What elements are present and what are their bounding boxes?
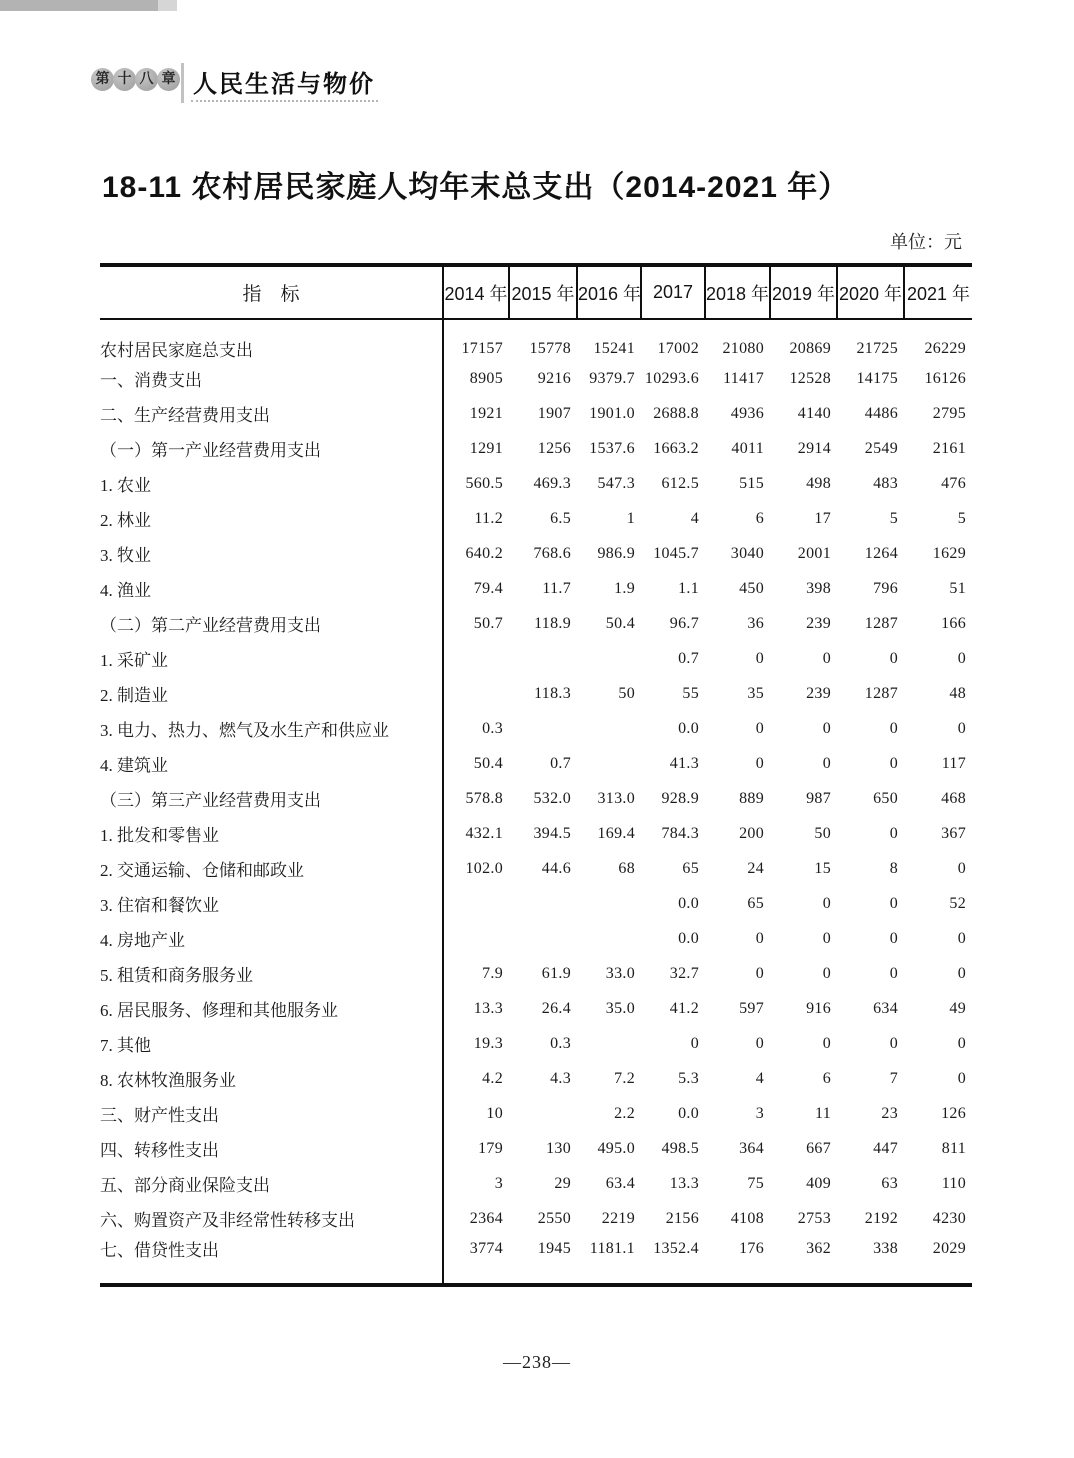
table-row bbox=[100, 746, 972, 781]
value-cell: 1901.0 bbox=[589, 404, 635, 422]
value-cell bbox=[577, 711, 641, 746]
value-cell: 50 bbox=[618, 684, 635, 702]
value-cell: 0 bbox=[690, 1034, 699, 1052]
table-row bbox=[100, 1131, 972, 1166]
value-cell: 179 bbox=[478, 1139, 503, 1157]
table-row bbox=[100, 851, 972, 886]
value-cell: 0 bbox=[957, 719, 966, 737]
row-label: （三）第三产业经营费用支出 bbox=[100, 781, 443, 816]
value-cell: 432.1 bbox=[465, 824, 503, 842]
value-cell: 3040 bbox=[730, 544, 764, 562]
value-cell: 5 bbox=[889, 509, 898, 527]
value-cell: 1663.2 bbox=[653, 439, 699, 457]
value-cell bbox=[577, 746, 641, 781]
value-cell: 1352.4 bbox=[653, 1239, 699, 1257]
row-label: 四、转移性支出 bbox=[100, 1131, 443, 1166]
value-cell: 15 bbox=[814, 859, 831, 877]
row-label: （二）第二产业经营费用支出 bbox=[100, 606, 443, 641]
value-cell: 79.4 bbox=[473, 579, 503, 597]
value-cell: 1256 bbox=[537, 439, 571, 457]
row-label: 2. 制造业 bbox=[100, 676, 443, 711]
value-cell: 68 bbox=[618, 859, 635, 877]
value-cell: 2001 bbox=[797, 544, 831, 562]
value-cell: 0 bbox=[889, 929, 898, 947]
table-row bbox=[100, 1201, 972, 1236]
value-cell: 11.7 bbox=[542, 579, 571, 597]
value-cell: 117 bbox=[941, 754, 966, 772]
value-cell: 12528 bbox=[789, 369, 831, 387]
value-cell: 169.4 bbox=[597, 824, 635, 842]
value-cell: 118.3 bbox=[534, 684, 571, 702]
value-cell: 11 bbox=[814, 1104, 831, 1122]
value-cell: 239 bbox=[806, 684, 831, 702]
row-label: 3. 电力、热力、燃气及水生产和供应业 bbox=[100, 711, 443, 746]
value-cell bbox=[509, 641, 577, 676]
value-cell: 916 bbox=[806, 999, 831, 1017]
value-cell: 1921 bbox=[469, 404, 503, 422]
value-cell: 0 bbox=[822, 719, 831, 737]
value-cell bbox=[577, 921, 641, 956]
value-cell: 17002 bbox=[657, 339, 699, 357]
value-cell: 394.5 bbox=[533, 824, 571, 842]
value-cell: 32.7 bbox=[669, 964, 699, 982]
value-cell: 2219 bbox=[601, 1209, 635, 1227]
row-label: 二、生产经营费用支出 bbox=[100, 396, 443, 431]
row-label: 6. 居民服务、修理和其他服务业 bbox=[100, 991, 443, 1026]
value-cell bbox=[577, 886, 641, 921]
value-cell: 640.2 bbox=[465, 544, 503, 562]
value-cell: 55 bbox=[682, 684, 699, 702]
row-label: 三、财产性支出 bbox=[100, 1096, 443, 1131]
value-cell: 1 bbox=[626, 509, 635, 527]
value-cell: 0.3 bbox=[482, 719, 503, 737]
value-cell: 2.2 bbox=[614, 1104, 635, 1122]
value-cell: 200 bbox=[739, 824, 764, 842]
value-cell: 1537.6 bbox=[589, 439, 635, 457]
value-cell: 364 bbox=[739, 1139, 764, 1157]
value-cell: 3774 bbox=[469, 1239, 503, 1257]
value-cell: 0 bbox=[957, 1034, 966, 1052]
value-cell: 3 bbox=[755, 1104, 764, 1122]
value-cell: 9379.7 bbox=[589, 369, 635, 387]
value-cell: 2550 bbox=[537, 1209, 571, 1227]
value-cell: 2914 bbox=[797, 439, 831, 457]
value-cell: 63 bbox=[881, 1174, 898, 1192]
table-row bbox=[100, 571, 972, 606]
row-label: 七、借贷性支出 bbox=[100, 1236, 443, 1285]
table-row bbox=[100, 1166, 972, 1201]
row-label: 4. 建筑业 bbox=[100, 746, 443, 781]
year-column-header: 2020 年 bbox=[837, 265, 904, 319]
row-label: 4. 渔业 bbox=[100, 571, 443, 606]
table-body bbox=[100, 319, 972, 1285]
value-cell: 2161 bbox=[932, 439, 966, 457]
value-cell: 50 bbox=[814, 824, 831, 842]
value-cell bbox=[509, 921, 577, 956]
unit-label: 单位：元 bbox=[890, 232, 962, 252]
value-cell: 130 bbox=[546, 1139, 571, 1157]
value-cell: 1907 bbox=[537, 404, 571, 422]
value-cell: 4230 bbox=[932, 1209, 966, 1227]
value-cell: 15778 bbox=[529, 339, 571, 357]
value-cell: 928.9 bbox=[661, 789, 699, 807]
value-cell: 0 bbox=[957, 1069, 966, 1087]
table-row bbox=[100, 676, 972, 711]
value-cell: 126 bbox=[941, 1104, 966, 1122]
table-row bbox=[100, 956, 972, 991]
table-row bbox=[100, 396, 972, 431]
table-row bbox=[100, 1026, 972, 1061]
value-cell: 547.3 bbox=[597, 474, 635, 492]
value-cell: 0 bbox=[957, 929, 966, 947]
value-cell: 110 bbox=[941, 1174, 966, 1192]
value-cell: 35.0 bbox=[605, 999, 635, 1017]
value-cell: 3 bbox=[494, 1174, 503, 1192]
year-column-header: 2014 年 bbox=[443, 265, 509, 319]
value-cell: 986.9 bbox=[597, 544, 635, 562]
value-cell: 4.3 bbox=[550, 1069, 571, 1087]
value-cell: 17 bbox=[814, 509, 831, 527]
page-number: —238— bbox=[503, 1352, 571, 1372]
value-cell: 35 bbox=[747, 684, 764, 702]
chapter-badge-char: 第 bbox=[91, 68, 114, 91]
value-cell: 1045.7 bbox=[653, 544, 699, 562]
row-label: 一、消费支出 bbox=[100, 361, 443, 396]
value-cell: 1287 bbox=[864, 614, 898, 632]
table-row bbox=[100, 361, 972, 396]
chapter-badge-char: 十 bbox=[113, 68, 136, 91]
value-cell: 0 bbox=[822, 754, 831, 772]
row-label: 5. 租赁和商务服务业 bbox=[100, 956, 443, 991]
value-cell: 21725 bbox=[856, 339, 898, 357]
value-cell: 409 bbox=[806, 1174, 831, 1192]
value-cell: 2364 bbox=[469, 1209, 503, 1227]
value-cell: 41.3 bbox=[669, 754, 699, 772]
value-cell: 7.9 bbox=[482, 964, 503, 982]
value-cell: 0.7 bbox=[678, 649, 699, 667]
value-cell: 476 bbox=[941, 474, 966, 492]
row-label: 7. 其他 bbox=[100, 1026, 443, 1061]
value-cell: 0 bbox=[889, 894, 898, 912]
value-cell: 2549 bbox=[864, 439, 898, 457]
header-gray-bar bbox=[0, 0, 177, 11]
value-cell: 36 bbox=[747, 614, 764, 632]
value-cell: 0 bbox=[957, 649, 966, 667]
table-row bbox=[100, 991, 972, 1026]
value-cell: 4140 bbox=[797, 404, 831, 422]
value-cell: 166 bbox=[941, 614, 966, 632]
value-cell: 362 bbox=[806, 1239, 831, 1257]
row-label: 1. 批发和零售业 bbox=[100, 816, 443, 851]
year-column-header: 2016 年 bbox=[577, 265, 641, 319]
value-cell: 987 bbox=[806, 789, 831, 807]
value-cell: 6.5 bbox=[550, 509, 571, 527]
value-cell: 2688.8 bbox=[653, 404, 699, 422]
row-label: 农村居民家庭总支出 bbox=[100, 319, 443, 361]
value-cell: 14175 bbox=[856, 369, 898, 387]
value-cell: 4.2 bbox=[482, 1069, 503, 1087]
table-title: 18-11 农村居民家庭人均年末总支出（2014-2021 年） bbox=[102, 171, 850, 204]
value-cell: 784.3 bbox=[661, 824, 699, 842]
value-cell: 52 bbox=[949, 894, 966, 912]
value-cell: 26229 bbox=[924, 339, 966, 357]
value-cell: 33.0 bbox=[605, 964, 635, 982]
table-row bbox=[100, 886, 972, 921]
table-row bbox=[100, 1061, 972, 1096]
table-row bbox=[100, 781, 972, 816]
value-cell: 48 bbox=[949, 684, 966, 702]
value-cell: 23 bbox=[881, 1104, 898, 1122]
value-cell: 20869 bbox=[789, 339, 831, 357]
value-cell: 7 bbox=[889, 1069, 898, 1087]
value-cell bbox=[509, 1096, 577, 1131]
chapter-badge-char: 章 bbox=[157, 68, 180, 91]
value-cell: 367 bbox=[941, 824, 966, 842]
value-cell: 0 bbox=[755, 719, 764, 737]
value-cell bbox=[509, 886, 577, 921]
value-cell: 2156 bbox=[665, 1209, 699, 1227]
chapter-divider bbox=[181, 63, 184, 103]
table-row bbox=[100, 466, 972, 501]
value-cell: 10 bbox=[486, 1104, 503, 1122]
value-cell: 597 bbox=[739, 999, 764, 1017]
value-cell: 61.9 bbox=[541, 964, 571, 982]
value-cell: 19.3 bbox=[473, 1034, 503, 1052]
year-column-header: 2018 年 bbox=[705, 265, 770, 319]
table-row bbox=[100, 1236, 972, 1285]
value-cell: 65 bbox=[682, 859, 699, 877]
table-row bbox=[100, 431, 972, 466]
value-cell: 469.3 bbox=[533, 474, 571, 492]
value-cell: 4 bbox=[690, 509, 699, 527]
value-cell: 0 bbox=[889, 1034, 898, 1052]
chapter-title-dotted-underline bbox=[191, 100, 378, 102]
value-cell: 498 bbox=[806, 474, 831, 492]
value-cell: 29 bbox=[554, 1174, 571, 1192]
year-column-header: 2021 年 bbox=[904, 265, 972, 319]
value-cell: 6 bbox=[822, 1069, 831, 1087]
table-row bbox=[100, 606, 972, 641]
table-row bbox=[100, 1096, 972, 1131]
value-cell: 4936 bbox=[730, 404, 764, 422]
row-label: 五、部分商业保险支出 bbox=[100, 1166, 443, 1201]
value-cell: 634 bbox=[873, 999, 898, 1017]
table-row bbox=[100, 501, 972, 536]
value-cell: 96.7 bbox=[669, 614, 699, 632]
value-cell: 0 bbox=[755, 929, 764, 947]
year-column-header: 2015 年 bbox=[509, 265, 577, 319]
value-cell: 0.0 bbox=[678, 894, 699, 912]
value-cell: 10293.6 bbox=[644, 369, 699, 387]
value-cell: 0.0 bbox=[678, 1104, 699, 1122]
value-cell: 447 bbox=[873, 1139, 898, 1157]
value-cell: 2192 bbox=[864, 1209, 898, 1227]
value-cell bbox=[443, 886, 509, 921]
value-cell: 4108 bbox=[730, 1209, 764, 1227]
value-cell: 0 bbox=[822, 929, 831, 947]
value-cell: 17157 bbox=[461, 339, 503, 357]
value-cell: 0 bbox=[957, 859, 966, 877]
value-cell: 532.0 bbox=[533, 789, 571, 807]
value-cell: 41.2 bbox=[669, 999, 699, 1017]
value-cell: 495.0 bbox=[597, 1139, 635, 1157]
value-cell: 889 bbox=[739, 789, 764, 807]
value-cell: 1264 bbox=[864, 544, 898, 562]
row-label: 3. 住宿和餐饮业 bbox=[100, 886, 443, 921]
year-column-header: 2017 bbox=[641, 265, 705, 319]
value-cell: 118.9 bbox=[534, 614, 571, 632]
table-row bbox=[100, 641, 972, 676]
value-cell: 0 bbox=[822, 649, 831, 667]
value-cell: 0.0 bbox=[678, 719, 699, 737]
row-label: 1. 农业 bbox=[100, 466, 443, 501]
value-cell: 0 bbox=[755, 649, 764, 667]
value-cell: 1.9 bbox=[614, 579, 635, 597]
value-cell: 1945 bbox=[537, 1239, 571, 1257]
chapter-title: 人民生活与物价 bbox=[193, 71, 375, 98]
value-cell: 16126 bbox=[924, 369, 966, 387]
value-cell: 0 bbox=[822, 964, 831, 982]
value-cell: 21080 bbox=[722, 339, 764, 357]
value-cell: 63.4 bbox=[605, 1174, 635, 1192]
value-cell: 0 bbox=[755, 754, 764, 772]
value-cell: 0 bbox=[822, 1034, 831, 1052]
table-row bbox=[100, 921, 972, 956]
value-cell: 1181.1 bbox=[589, 1239, 635, 1257]
value-cell: 313.0 bbox=[597, 789, 635, 807]
value-cell bbox=[509, 711, 577, 746]
value-cell: 9216 bbox=[537, 369, 571, 387]
row-label: 六、购置资产及非经常性转移支出 bbox=[100, 1201, 443, 1236]
value-cell: 51 bbox=[949, 579, 966, 597]
value-cell: 75 bbox=[747, 1174, 764, 1192]
statistics-table bbox=[100, 263, 972, 1287]
value-cell: 1629 bbox=[932, 544, 966, 562]
value-cell: 0 bbox=[755, 1034, 764, 1052]
value-cell: 578.8 bbox=[465, 789, 503, 807]
value-cell: 0.3 bbox=[550, 1034, 571, 1052]
value-cell: 2795 bbox=[932, 404, 966, 422]
year-column-header: 2019 年 bbox=[770, 265, 837, 319]
value-cell: 1291 bbox=[469, 439, 503, 457]
value-cell: 24 bbox=[747, 859, 764, 877]
row-label: 2. 交通运输、仓储和邮政业 bbox=[100, 851, 443, 886]
table-row bbox=[100, 711, 972, 746]
value-cell: 6 bbox=[755, 509, 764, 527]
value-cell: 0 bbox=[889, 649, 898, 667]
value-cell: 176 bbox=[739, 1239, 764, 1257]
value-cell: 11417 bbox=[723, 369, 764, 387]
value-cell: 15241 bbox=[593, 339, 635, 357]
value-cell: 0 bbox=[889, 964, 898, 982]
value-cell: 2753 bbox=[797, 1209, 831, 1227]
value-cell: 4486 bbox=[864, 404, 898, 422]
value-cell: 8905 bbox=[469, 369, 503, 387]
table-row bbox=[100, 319, 972, 361]
value-cell: 26.4 bbox=[541, 999, 571, 1017]
value-cell: 11.2 bbox=[474, 509, 503, 527]
value-cell: 13.3 bbox=[473, 999, 503, 1017]
value-cell: 5 bbox=[957, 509, 966, 527]
value-cell: 239 bbox=[806, 614, 831, 632]
row-label: （一）第一产业经营费用支出 bbox=[100, 431, 443, 466]
value-cell: 483 bbox=[873, 474, 898, 492]
value-cell: 49 bbox=[949, 999, 966, 1017]
value-cell: 560.5 bbox=[465, 474, 503, 492]
value-cell: 338 bbox=[873, 1239, 898, 1257]
value-cell: 50.7 bbox=[473, 614, 503, 632]
value-cell: 0.0 bbox=[678, 929, 699, 947]
value-cell: 0.7 bbox=[550, 754, 571, 772]
value-cell: 468 bbox=[941, 789, 966, 807]
value-cell: 398 bbox=[806, 579, 831, 597]
table-row bbox=[100, 816, 972, 851]
value-cell: 50.4 bbox=[605, 614, 635, 632]
value-cell: 0 bbox=[822, 894, 831, 912]
value-cell: 1.1 bbox=[678, 579, 699, 597]
value-cell: 768.6 bbox=[533, 544, 571, 562]
value-cell: 4 bbox=[755, 1069, 764, 1087]
row-label: 1. 采矿业 bbox=[100, 641, 443, 676]
chapter-badge bbox=[91, 68, 179, 91]
table-header-row bbox=[100, 265, 972, 319]
value-cell: 498.5 bbox=[661, 1139, 699, 1157]
value-cell: 450 bbox=[739, 579, 764, 597]
value-cell: 0 bbox=[755, 964, 764, 982]
chapter-badge-char: 八 bbox=[135, 68, 158, 91]
value-cell bbox=[443, 921, 509, 956]
row-label: 8. 农林牧渔服务业 bbox=[100, 1061, 443, 1096]
value-cell: 667 bbox=[806, 1139, 831, 1157]
value-cell: 796 bbox=[873, 579, 898, 597]
value-cell: 50.4 bbox=[473, 754, 503, 772]
value-cell: 2029 bbox=[932, 1239, 966, 1257]
value-cell: 44.6 bbox=[541, 859, 571, 877]
value-cell: 65 bbox=[747, 894, 764, 912]
value-cell: 612.5 bbox=[661, 474, 699, 492]
value-cell: 0 bbox=[889, 719, 898, 737]
value-cell: 4011 bbox=[731, 439, 764, 457]
value-cell: 0 bbox=[889, 824, 898, 842]
row-label: 2. 林业 bbox=[100, 501, 443, 536]
value-cell: 13.3 bbox=[669, 1174, 699, 1192]
value-cell: 0 bbox=[957, 964, 966, 982]
indicator-column-header: 指 标 bbox=[100, 265, 443, 319]
value-cell bbox=[577, 641, 641, 676]
value-cell: 0 bbox=[889, 754, 898, 772]
value-cell: 102.0 bbox=[465, 859, 503, 877]
value-cell: 515 bbox=[739, 474, 764, 492]
value-cell bbox=[577, 1026, 641, 1061]
row-label: 3. 牧业 bbox=[100, 536, 443, 571]
value-cell: 1287 bbox=[864, 684, 898, 702]
value-cell: 811 bbox=[941, 1139, 966, 1157]
value-cell: 7.2 bbox=[614, 1069, 635, 1087]
table-row bbox=[100, 536, 972, 571]
value-cell: 5.3 bbox=[678, 1069, 699, 1087]
value-cell: 650 bbox=[873, 789, 898, 807]
value-cell: 8 bbox=[889, 859, 898, 877]
value-cell bbox=[443, 676, 509, 711]
value-cell bbox=[443, 641, 509, 676]
row-label: 4. 房地产业 bbox=[100, 921, 443, 956]
